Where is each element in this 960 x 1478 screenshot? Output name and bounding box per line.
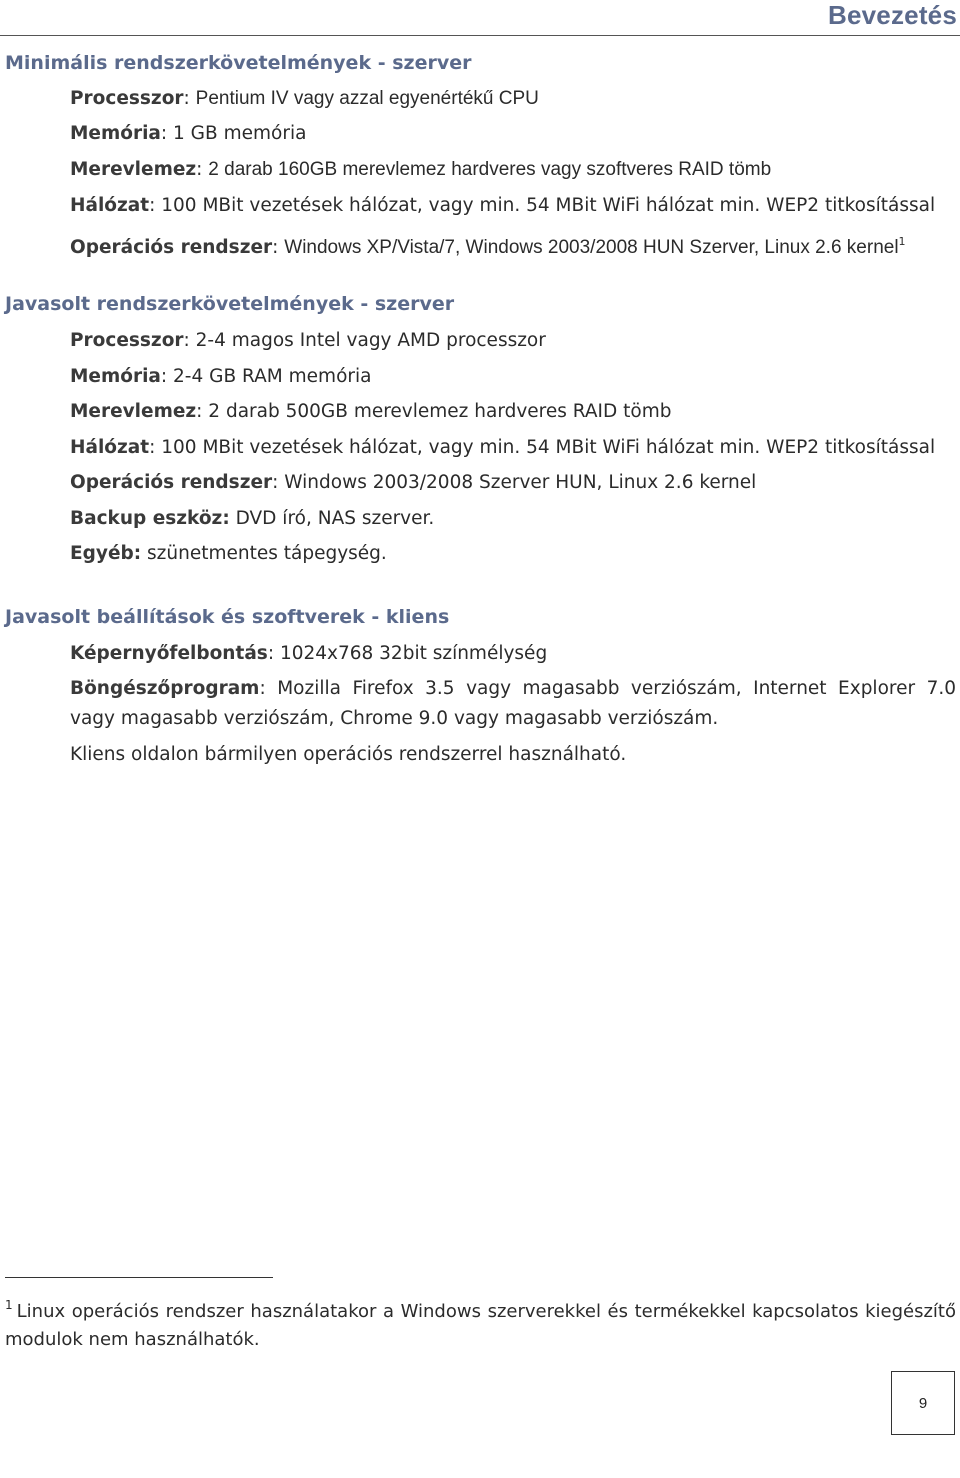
- req-sep: :: [267, 643, 280, 664]
- client-row-os-note: [70, 742, 956, 768]
- req-label: Merevlemez: [70, 159, 197, 180]
- req-sep: :: [149, 437, 162, 458]
- req-sep: :: [149, 195, 162, 216]
- req-sep: :: [183, 330, 196, 351]
- req-sep: :: [272, 472, 285, 493]
- req-row-os: [70, 229, 956, 261]
- req-value: 2 darab 160GB merevlemez hardveres vagy szoftveres RAID tömb: [208, 159, 772, 180]
- req-label: Böngészőprogram: [70, 678, 260, 699]
- section-heading-client: Javasolt beállítások és szoftverek - kliens: [5, 606, 450, 628]
- req-label: Memória: [70, 123, 161, 144]
- req-label: Képernyőfelbontás: [70, 643, 268, 664]
- req-value: Windows XP/Vista/7, Windows 2003/2008 HUN Szerver, Linux 2.6 kernel: [284, 237, 899, 258]
- footnote-marker: 1: [5, 1298, 13, 1312]
- req-sep: :: [160, 123, 174, 144]
- req-label: Operációs rendszer: [70, 237, 273, 258]
- page-number-box: [891, 1371, 955, 1435]
- req-value: 100 MBit vezetések hálózat, vagy min. 54 MBit WiFi hálózat min. WEP2 titkosítással: [161, 195, 936, 216]
- req-value: 2-4 magos Intel vagy AMD processzor: [195, 330, 546, 351]
- req-sep: :: [259, 678, 278, 699]
- req-value: Mozilla Firefox 3.5 vagy magasabb verziószám, Internet Explorer 7.0 vagy magasabb verziószám, Chrome 9.0 vagy magasabb verziószám.: [70, 678, 956, 729]
- req-sep: :: [196, 159, 209, 180]
- req-row-processor: [70, 86, 956, 112]
- req-sep: :: [160, 366, 174, 387]
- req-row-network: [70, 193, 956, 219]
- req-label: Processzor: [70, 330, 184, 351]
- req-value: 100 MBit vezetések hálózat, vagy min. 54 MBit WiFi hálózat min. WEP2 titkosítással: [161, 437, 936, 458]
- req-row-disk: [70, 157, 956, 183]
- req-label: Backup eszköz:: [70, 508, 230, 529]
- section-heading-min-server: Minimális rendszerkövetelmények - szerver: [5, 52, 472, 74]
- rec-row-other: [70, 541, 956, 567]
- req-sep: :: [183, 88, 196, 109]
- req-label: Hálózat: [70, 195, 150, 216]
- req-value: 2-4 GB RAM memória: [173, 366, 372, 387]
- req-value: 1 GB memória: [173, 123, 307, 144]
- req-value: Windows 2003/2008 Szerver HUN, Linux 2.6 kernel: [284, 472, 757, 493]
- rec-row-os: [70, 470, 956, 496]
- req-sep: :: [272, 237, 285, 258]
- rec-row-memory: [70, 364, 956, 390]
- rec-row-backup: [70, 506, 956, 532]
- req-sep: :: [196, 401, 209, 422]
- req-label: Merevlemez: [70, 401, 197, 422]
- req-value: DVD író, NAS szerver.: [235, 508, 435, 529]
- section-heading-rec-server: Javasolt rendszerkövetelmények - szerver: [5, 293, 455, 315]
- req-label: Operációs rendszer: [70, 472, 273, 493]
- client-row-browser: [70, 674, 956, 734]
- req-value: szünetmentes tápegység.: [147, 543, 387, 564]
- req-label: Egyéb:: [70, 543, 142, 564]
- req-label: Processzor: [70, 88, 184, 109]
- rec-row-processor: [70, 328, 956, 354]
- req-value: 1024x768 32bit színmélység: [279, 643, 548, 664]
- client-row-resolution: [70, 641, 956, 667]
- page-number: 9: [918, 1394, 928, 1412]
- req-row-memory: [70, 121, 956, 147]
- req-value: Kliens oldalon bármilyen operációs rendszerrel használható.: [70, 744, 627, 765]
- rec-row-network: [70, 435, 956, 461]
- rec-row-disk: [70, 399, 956, 425]
- footnote: [5, 1291, 956, 1354]
- footnote-ref: 1: [898, 235, 906, 248]
- header-divider: [0, 35, 960, 36]
- req-label: Memória: [70, 366, 161, 387]
- chapter-title: Bevezetés: [828, 0, 957, 30]
- req-value: Pentium IV vagy azzal egyenértékű CPU: [195, 88, 539, 109]
- req-label: Hálózat: [70, 437, 150, 458]
- footnote-text: Linux operációs rendszer használatakor a Windows szerverekkel és termékekkel kapcsolatos kiegészítő modulok nem használhatók.: [5, 1301, 956, 1350]
- req-value: 2 darab 500GB merevlemez hardveres RAID tömb: [208, 401, 672, 422]
- footnote-divider: [5, 1277, 273, 1278]
